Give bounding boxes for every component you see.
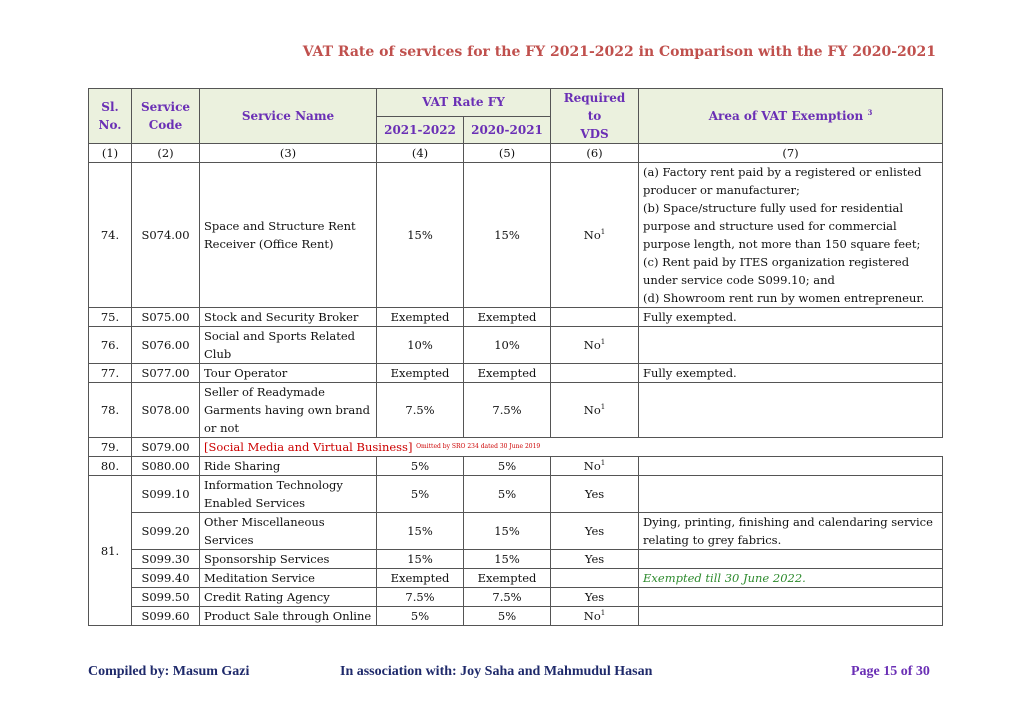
col-num: (5) xyxy=(464,144,551,163)
name-cell: Information Technology Enabled Services xyxy=(200,476,377,513)
name-cell: Product Sale through Online xyxy=(200,607,377,626)
code-cell: S077.00 xyxy=(132,364,200,383)
code-cell: S099.30 xyxy=(132,550,200,569)
vds-cell xyxy=(551,569,639,588)
table-row xyxy=(89,383,943,438)
fy2-cell: 5% xyxy=(464,476,551,513)
fy2-cell: 7.5% xyxy=(464,588,551,607)
code-cell: S099.60 xyxy=(132,607,200,626)
fy1-cell: 7.5% xyxy=(377,588,464,607)
fy1-cell: 7.5% xyxy=(377,383,464,438)
header-service-code: Service Code xyxy=(132,89,200,144)
table-row xyxy=(89,550,943,569)
sl-cell: 74. xyxy=(89,163,132,308)
name-cell: Stock and Security Broker xyxy=(200,308,377,327)
table-row xyxy=(89,438,943,457)
code-cell: S099.20 xyxy=(132,513,200,550)
name-cell: Seller of Readymade Garments having own brand or not xyxy=(200,383,377,438)
code-cell: S080.00 xyxy=(132,457,200,476)
code-cell: S099.10 xyxy=(132,476,200,513)
vds-cell: Yes xyxy=(551,550,639,569)
name-cell: Space and Structure Rent Receiver (Office Rent) xyxy=(200,163,377,308)
fy2-cell: 15% xyxy=(464,163,551,308)
footer-compiled-by: Compiled by: Masum Gazi xyxy=(88,664,250,679)
col-num: (6) xyxy=(551,144,639,163)
vds-cell: No$^1$ xyxy=(551,327,639,364)
sl-cell: 76. xyxy=(89,327,132,364)
name-cell: Ride Sharing xyxy=(200,457,377,476)
sl-cell: 79. xyxy=(89,438,132,457)
fy2-cell: 7.5% xyxy=(464,383,551,438)
vds-cell: Yes xyxy=(551,588,639,607)
vds-cell: No$^1$ xyxy=(551,383,639,438)
area-cell xyxy=(639,550,943,569)
fy1-cell: 5% xyxy=(377,457,464,476)
area-cell: (a) Factory rent paid by a registered or enlisted producer or manufacturer; (b) Space/structure fully used for residential purpose and structure used for commercial purpose length, not more than 150 square feet; (c) Rent paid by ITES organization registered under service code S099.10; and (d) Showroom rent run by women entrepreneur. xyxy=(639,163,943,308)
fy2-cell: 15% xyxy=(464,550,551,569)
header-fy-2021-2022: 2021-2022 xyxy=(377,116,464,144)
sl-cell: 77. xyxy=(89,364,132,383)
code-cell: S078.00 xyxy=(132,383,200,438)
header-service-name: Service Name xyxy=(200,89,377,144)
col-num: (3) xyxy=(200,144,377,163)
name-cell: Other Miscellaneous Services xyxy=(200,513,377,550)
document-title: VAT Rate of services for the FY 2021-2022 in Comparison with the FY 2020-2021 xyxy=(302,44,936,60)
header-sl-no: Sl. No. xyxy=(89,89,132,144)
col-num: (2) xyxy=(132,144,200,163)
fy1-cell: Exempted xyxy=(377,364,464,383)
name-cell: Sponsorship Services xyxy=(200,550,377,569)
area-cell: Dying, printing, finishing and calendaring service relating to grey fabrics. xyxy=(639,513,943,550)
fy1-cell: 5% xyxy=(377,607,464,626)
vds-cell xyxy=(551,364,639,383)
sl-cell: 75. xyxy=(89,308,132,327)
vat-rate-table xyxy=(88,88,943,626)
fy1-cell: 15% xyxy=(377,163,464,308)
footer-page-number: Page 15 of 30 xyxy=(851,664,930,679)
fy1-cell: 5% xyxy=(377,476,464,513)
fy2-cell: Exempted xyxy=(464,308,551,327)
sl-cell: 78. xyxy=(89,383,132,438)
fy1-cell: Exempted xyxy=(377,308,464,327)
sl-cell: 80. xyxy=(89,457,132,476)
vds-cell: No$^1$ xyxy=(551,163,639,308)
header-vds: Required to VDS xyxy=(551,89,639,144)
name-cell: Social and Sports Related Club xyxy=(200,327,377,364)
table-row xyxy=(89,569,943,588)
omitted-service-name: [Social Media and Virtual Business] xyxy=(204,440,413,454)
name-cell: Credit Rating Agency xyxy=(200,588,377,607)
code-cell: S099.40 xyxy=(132,569,200,588)
table-row xyxy=(89,327,943,364)
code-cell: S075.00 xyxy=(132,308,200,327)
header-area-exemption: Area of VAT Exemption $^3$ xyxy=(639,89,943,144)
code-cell: S079.00 xyxy=(132,438,200,457)
name-cell: Meditation Service xyxy=(200,569,377,588)
fy2-cell: 5% xyxy=(464,457,551,476)
fy1-cell: 15% xyxy=(377,550,464,569)
omitted-cell xyxy=(200,438,943,457)
code-cell: S074.00 xyxy=(132,163,200,308)
name-cell: Tour Operator xyxy=(200,364,377,383)
fy2-cell: Exempted xyxy=(464,569,551,588)
table-row xyxy=(89,457,943,476)
table-row xyxy=(89,163,943,308)
table-row xyxy=(89,588,943,607)
vds-cell: No$^1$ xyxy=(551,607,639,626)
table-row xyxy=(89,476,943,513)
vds-cell: Yes xyxy=(551,513,639,550)
area-cell: Fully exempted. xyxy=(639,364,943,383)
vds-cell: Yes xyxy=(551,476,639,513)
fy1-cell: 15% xyxy=(377,513,464,550)
header-fy-2020-2021: 2020-2021 xyxy=(464,116,551,144)
table-row xyxy=(89,364,943,383)
omitted-note: Omitted by SRO 234 dated 30 June 2019 xyxy=(416,443,541,450)
fy2-cell: 15% xyxy=(464,513,551,550)
fy2-cell: 10% xyxy=(464,327,551,364)
area-cell xyxy=(639,588,943,607)
table-row xyxy=(89,513,943,550)
code-cell: S099.50 xyxy=(132,588,200,607)
code-cell: S076.00 xyxy=(132,327,200,364)
table-row xyxy=(89,607,943,626)
table-row xyxy=(89,308,943,327)
header-vat-rate: VAT Rate FY xyxy=(377,89,551,117)
fy2-cell: Exempted xyxy=(464,364,551,383)
col-num: (1) xyxy=(89,144,132,163)
area-cell xyxy=(639,457,943,476)
fy1-cell: Exempted xyxy=(377,569,464,588)
footer-association: In association with: Joy Saha and Mahmudul Hasan xyxy=(340,664,653,679)
area-cell xyxy=(639,476,943,513)
area-cell: Fully exempted. xyxy=(639,308,943,327)
area-cell xyxy=(639,327,943,364)
fy1-cell: 10% xyxy=(377,327,464,364)
sl-cell: 81. xyxy=(89,476,132,626)
column-number-row xyxy=(89,144,943,163)
area-cell xyxy=(639,607,943,626)
fy2-cell: 5% xyxy=(464,607,551,626)
area-cell xyxy=(639,383,943,438)
vds-cell xyxy=(551,308,639,327)
col-num: (4) xyxy=(377,144,464,163)
col-num: (7) xyxy=(639,144,943,163)
area-cell: Exempted till 30 June 2022. xyxy=(639,569,943,588)
vds-cell: No$^1$ xyxy=(551,457,639,476)
